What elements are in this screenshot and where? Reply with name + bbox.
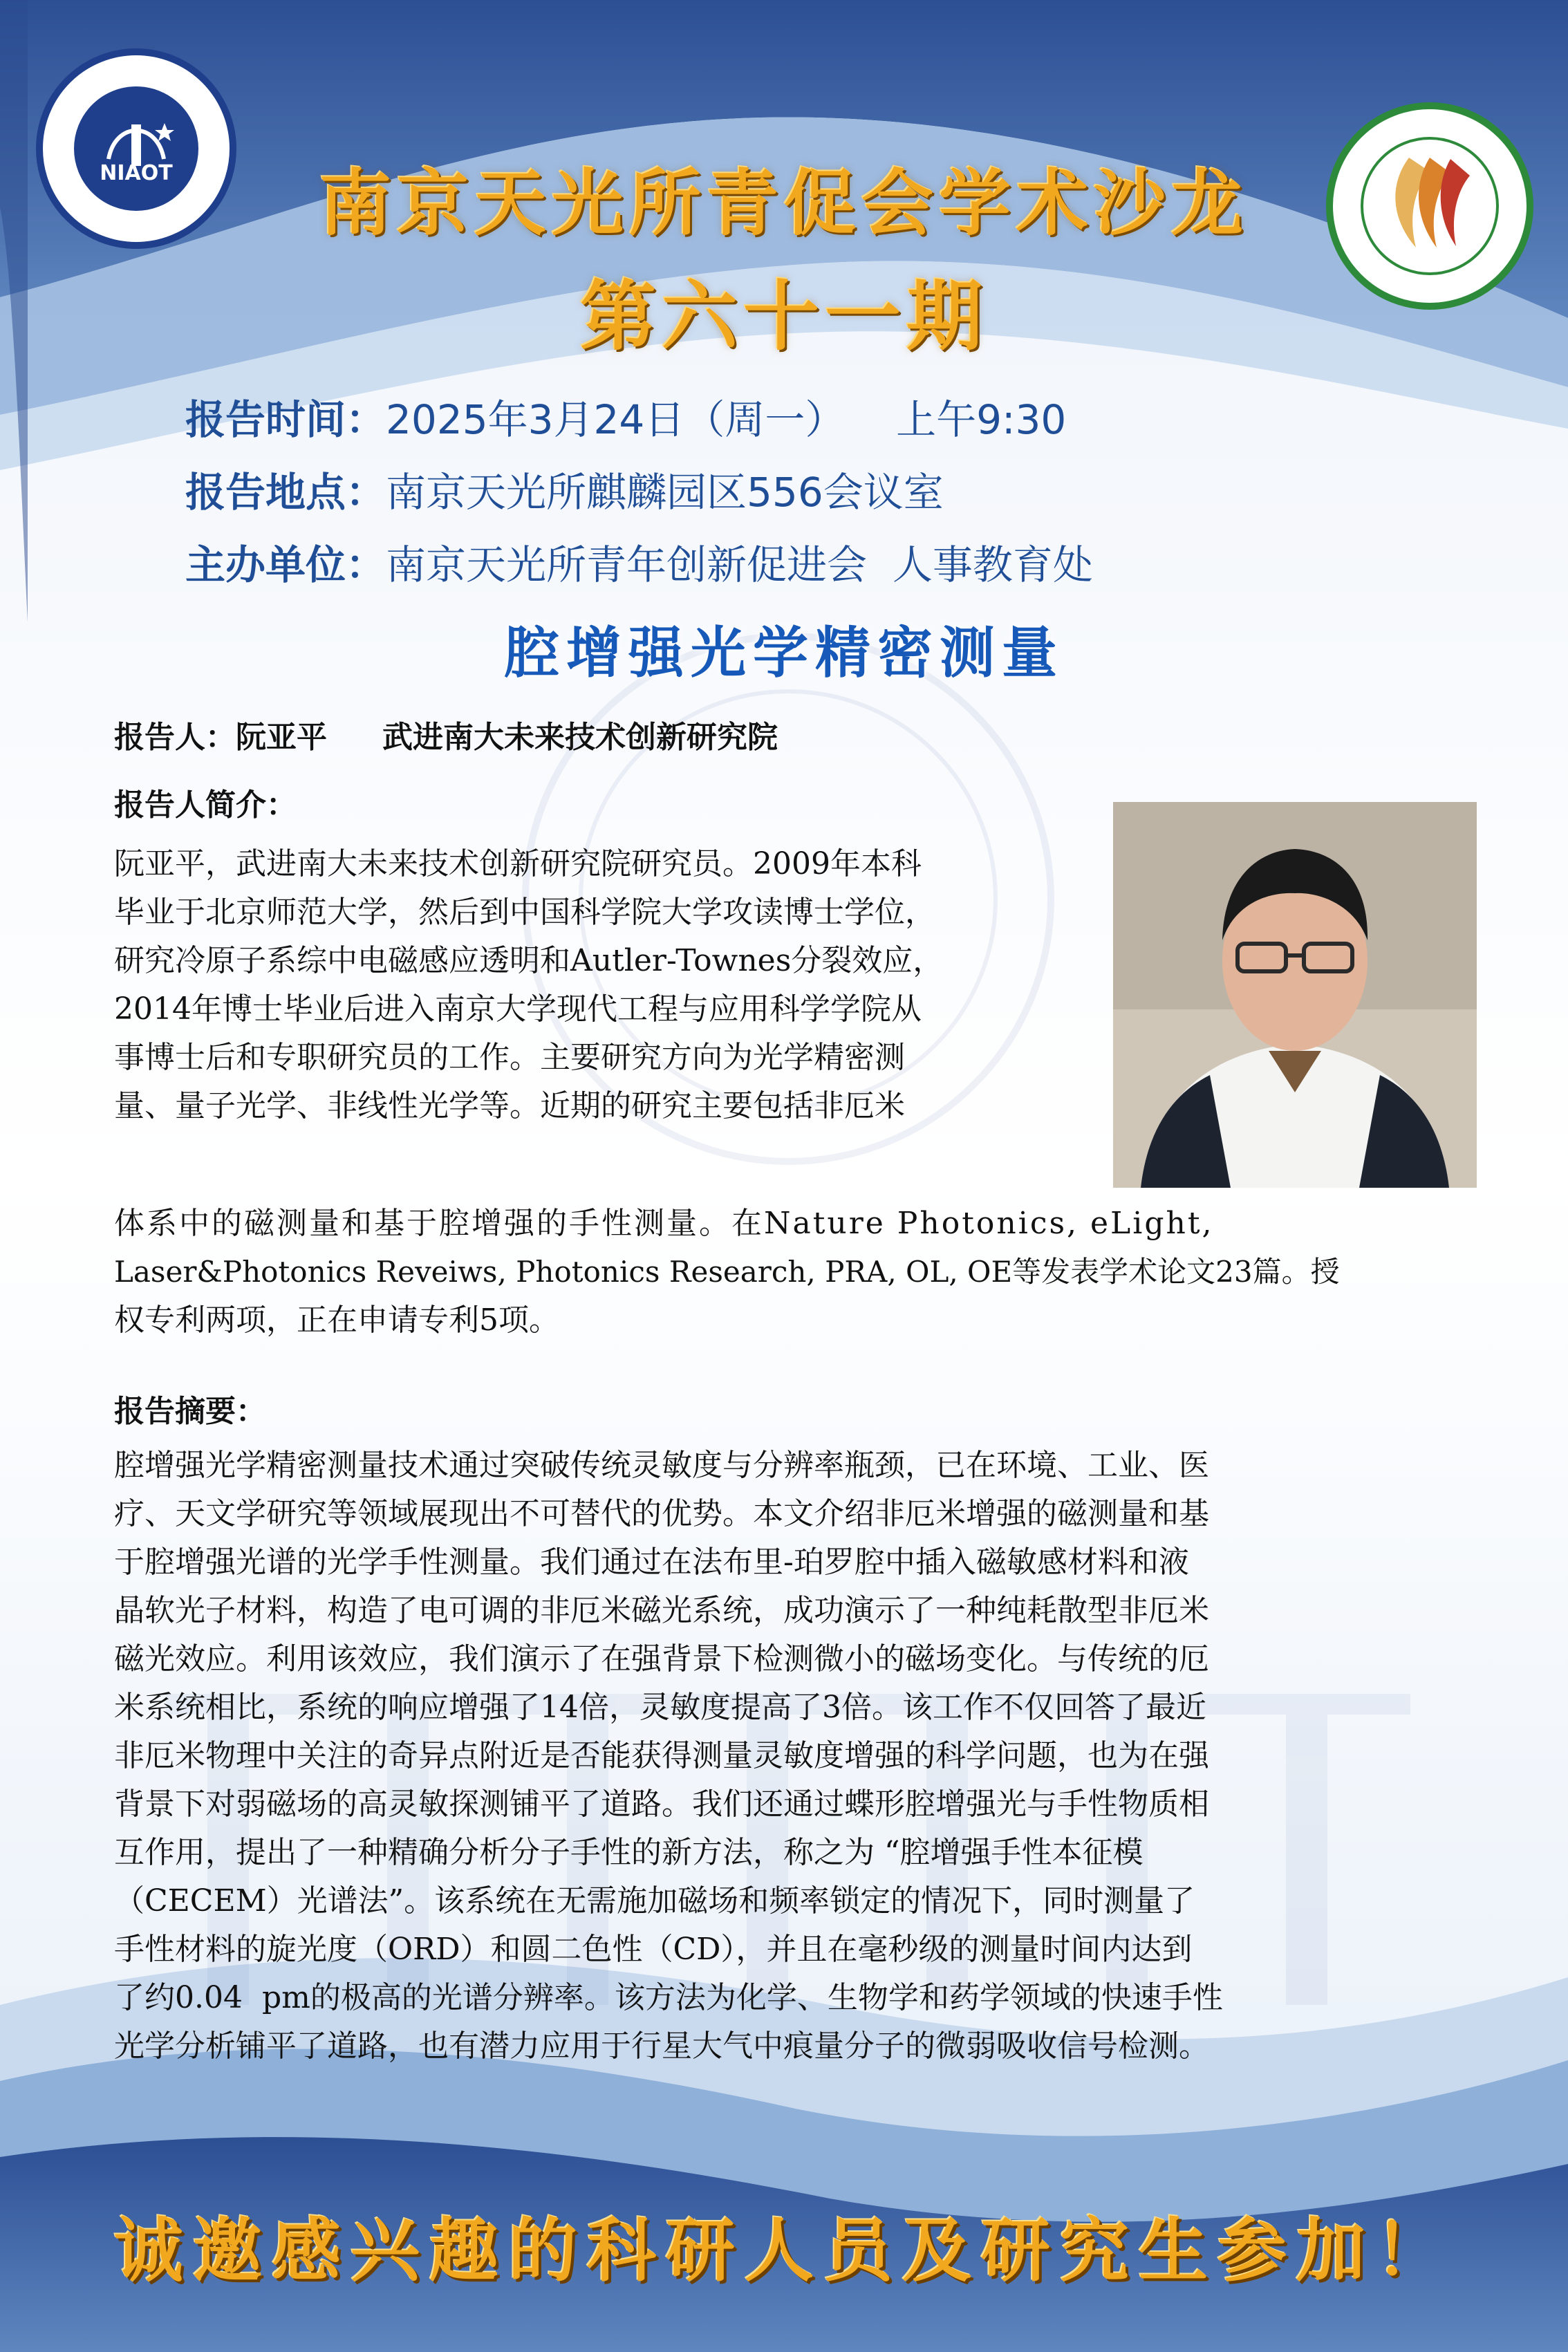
abstract-line: 晶软光子材料，构造了电可调的非厄米磁光系统，成功演示了一种纯耗散型非厄米 xyxy=(114,1593,1209,1628)
speaker-portrait-icon xyxy=(1113,802,1477,1188)
bio-line: 毕业于北京师范大学，然后到中国科学院大学攻读博士学位， xyxy=(114,895,935,930)
report-place-label: 报告地点： xyxy=(185,469,386,516)
abstract-line: （CECEM）光谱法”。该系统在无需施加磁场和频率锁定的情况下，同时测量了 xyxy=(114,1883,1195,1919)
issue-number: 第六十一期 xyxy=(580,272,988,361)
speaker-line xyxy=(114,712,778,756)
abstract-line: 了约0.04 pm的极高的光谱分辨率。该方法为化学、生物学和药学领域的快速手性 xyxy=(114,1980,1223,2015)
abstract-line: 米系统相比，系统的响应增强了14倍，灵敏度提高了3倍。该工作不仅回答了最近 xyxy=(114,1690,1206,1725)
abstract-line: 互作用，提出了一种精确分析分子手性的新方法，称之为 “腔增强手性本征模 xyxy=(114,1835,1144,1870)
abstract-line: 非厄米物理中关注的奇异点附近是否能获得测量灵敏度增强的科学问题，也为在强 xyxy=(114,1738,1209,1773)
abstract-line: 手性材料的旋光度（ORD）和圆二色性（CD），并且在毫秒级的测量时间内达到 xyxy=(114,1932,1193,1967)
bio-line: Laser&Photonics Reveiws, Photonics Research, PRA, OL, OE等发表学术论文23篇。授 xyxy=(114,1255,1340,1289)
bio-line: 2014年博士毕业后进入南京大学现代工程与应用科学学院从 xyxy=(114,991,922,1027)
report-place-value: 南京天光所麒麟园区556会议室 xyxy=(386,469,944,516)
host-label: 主办单位： xyxy=(185,541,386,588)
abstract-line: 磁光效应。利用该效应，我们演示了在强背景下检测微小的磁场变化。与传统的厄 xyxy=(114,1641,1209,1677)
bio-line: 权专利两项，正在申请专利5项。 xyxy=(114,1303,559,1338)
host-row xyxy=(185,532,1093,590)
abstract-line: 疗、天文学研究等领域展现出不可替代的优势。本文介绍非厄米增强的磁测量和基 xyxy=(114,1496,1209,1531)
abstract-line: 光学分析铺平了道路，也有潜力应用于行星大气中痕量分子的微弱吸收信号检测。 xyxy=(114,2028,1209,2064)
bio-line: 体系中的磁测量和基于腔增强的手性测量。在Nature Photonics, eLight, xyxy=(114,1206,1214,1241)
svg-text:NIAOT: NIAOT xyxy=(100,161,173,185)
report-time-label: 报告时间： xyxy=(185,396,386,443)
invitation-banner: 诚邀感兴趣的科研人员及研究生参加！ xyxy=(114,2210,1454,2291)
report-place-row xyxy=(185,460,944,518)
report-time-value: 2025年3月24日（周一） 上午9:30 xyxy=(386,396,1067,443)
bio-line: 量、量子光学、非线性光学等。近期的研究主要包括非厄米 xyxy=(114,1088,905,1123)
abstract-line: 腔增强光学精密测量技术通过突破传统灵敏度与分辨率瓶颈，已在环境、工业、医 xyxy=(114,1448,1209,1483)
speaker-name: 报告人：阮亚平 xyxy=(114,720,327,755)
abstract-line: 背景下对弱磁场的高灵敏探测铺平了道路。我们还通过蝶形腔增强光与手性物质相 xyxy=(114,1786,1209,1822)
bio-text-full xyxy=(114,1200,1455,1345)
bio-line: 事博士后和专职研究员的工作。主要研究方向为光学精密测 xyxy=(114,1040,905,1075)
talk-title: 腔增强光学精密测量 xyxy=(504,620,1064,685)
salon-title: 南京天光所青促会学术沙龙 xyxy=(319,160,1249,245)
bio-line: 研究冷原子系综中电磁感应透明和Autler-Townes分裂效应， xyxy=(114,943,944,978)
abstract-line: 于腔增强光谱的光学手性测量。我们通过在法布里-珀罗腔中插入磁敏感材料和液 xyxy=(114,1544,1189,1580)
host-value: 南京天光所青年创新促进会 人事教育处 xyxy=(386,541,1093,588)
speaker-affiliation: 武进南大未来技术创新研究院 xyxy=(382,720,778,755)
bio-heading: 报告人简介： xyxy=(114,787,297,823)
bio-line: 阮亚平，武进南大未来技术创新研究院研究员。2009年本科 xyxy=(114,846,922,881)
abstract-text xyxy=(114,1441,1455,2071)
speaker-photo xyxy=(1113,802,1477,1188)
bio-text-wrapped xyxy=(114,840,1110,1130)
report-time-row xyxy=(185,387,1066,445)
abstract-heading: 报告摘要： xyxy=(114,1394,266,1429)
